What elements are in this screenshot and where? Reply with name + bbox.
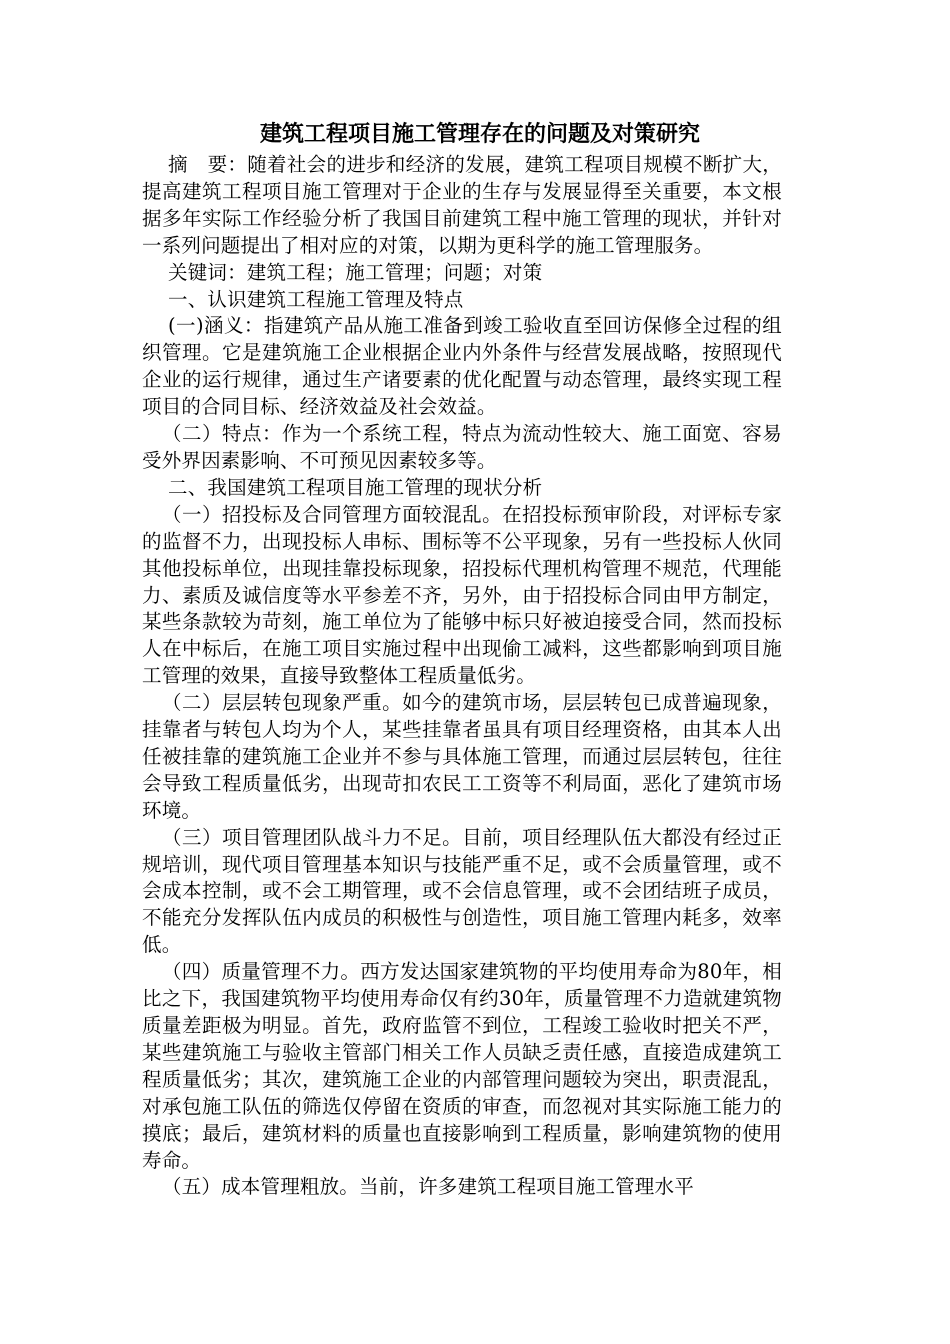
section-heading-1: 一、认识建筑工程施工管理及特点 bbox=[168, 287, 464, 311]
document-title: 建筑工程项目施工管理存在的问题及对策研究 bbox=[260, 122, 701, 147]
document-body bbox=[142, 118, 782, 1201]
body-paragraph: （四）质量管理不力。西方发达国家建筑物的平均使用寿命为80年，相比之下，我国建筑物平均使用寿命仅有约30年，质量管理不力造就建筑物质量差距极为明显。首先，政府监管不到位，工程竣工验收时把关不严，某些建筑施工与验收主管部门相关工作人员缺乏责任感，直接造成建筑工程质量低劣；其次，建筑施工企业的内部管理问题较为突出，职责混乱，对承包施工队伍的筛选仅停留在资质的审查，而忽视对其实际施工能力的摸底；最后，建筑材料的质量也直接影响到工程质量，影响建筑物的使用寿命。 bbox=[142, 960, 782, 1172]
body-paragraph: （三）项目管理团队战斗力不足。目前，项目经理队伍大都没有经过正规培训，现代项目管理基本知识与技能严重不足，或不会质量管理，或不会成本控制，或不会工期管理，或不会信息管理，或不会团结班子成员，不能充分发挥队伍内成员的积极性与创造性，项目施工管理内耗多，效率低。 bbox=[142, 825, 782, 957]
body-paragraph: （一）招投标及合同管理方面较混乱。在招投标预审阶段，对评标专家的监督不力，出现投标人串标、围标等不公平现象，另有一些投标人伙同其他投标单位，出现挂靠投标现象，招投标代理机构管理不规范，代理能力、素质及诚信度等水平参差不齐，另外，由于招投标合同由甲方制定，某些条款较为苛刻，施工单位为了能够中标只好被迫接受合同，然而投标人在中标后，在施工项目实施过程中出现偷工减料，这些都影响到项目施工管理的效果，直接导致整体工程质量低劣。 bbox=[142, 502, 782, 688]
body-paragraph: （二）层层转包现象严重。如今的建筑市场，层层转包已成普遍现象，挂靠者与转包人均为个人，某些挂靠者虽具有项目经理资格，由其本人出任被挂靠的建筑施工企业并不参与具体施工管理，而通过层层转包，往往会导致工程质量低劣，出现苛扣农民工工资等不利局面，恶化了建筑市场环境。 bbox=[142, 691, 782, 822]
body-paragraph: (一)涵义：指建筑产品从施工准备到竣工验收直至回访保修全过程的组织管理。它是建筑施工企业根据企业内外条件与经营发展战略，按照现代企业的运行规律，通过生产诸要素的优化配置与动态管理，最终实现工程项目的合同目标、经济效益及社会效益。 bbox=[142, 314, 782, 419]
body-paragraph: （五）成本管理粗放。当前，许多建筑工程项目施工管理水平 bbox=[162, 1175, 694, 1199]
abstract-paragraph: 摘 要：随着社会的进步和经济的发展，建筑工程项目规模不断扩大，提高建筑工程项目施工管理对于企业的生存与发展显得至关重要，本文根据多年实际工作经验分析了我国目前建筑工程中施工管理的现状，并针对一系列问题提出了相对应的对策，以期为更科学的施工管理服务。 bbox=[142, 153, 782, 257]
keywords-paragraph: 关键词：建筑工程；施工管理；问题；对策 bbox=[168, 260, 543, 284]
section-heading-2: 二、我国建筑工程项目施工管理的现状分析 bbox=[168, 475, 543, 499]
body-paragraph: （二）特点：作为一个系统工程，特点为流动性较大、施工面宽、容易受外界因素影响、不可预见因素较多等。 bbox=[142, 422, 782, 472]
